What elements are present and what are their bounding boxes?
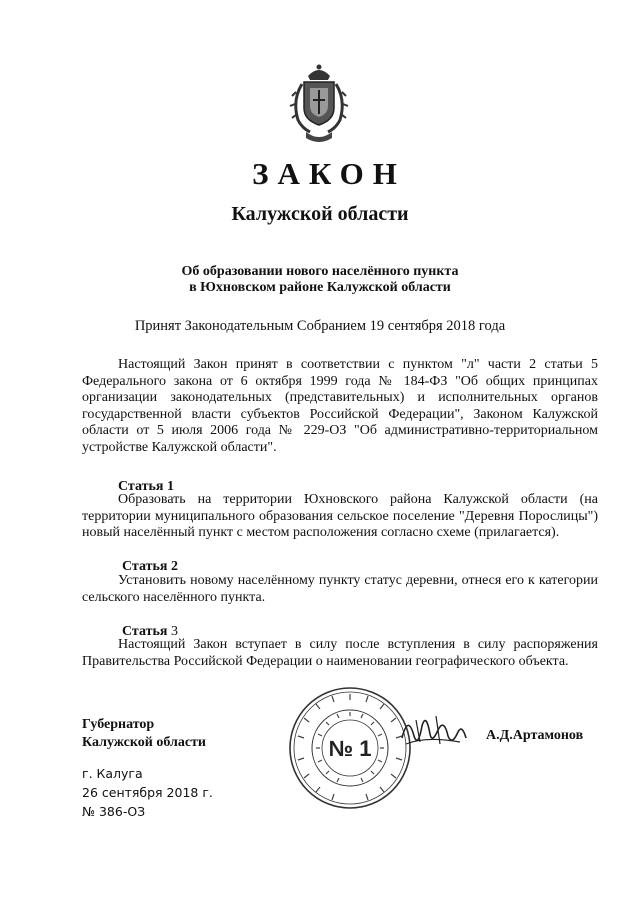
handwritten-signature bbox=[396, 708, 468, 754]
law-heading-line2: в Юхновском районе Калужской области bbox=[189, 280, 451, 295]
article-2-text: Установить новому населённому пункту статус деревни, отнеся его к категории сельского населённого пункта. bbox=[82, 573, 598, 605]
adoption-statement: Принят Законодательным Собранием 19 сентября 2018 года bbox=[134, 318, 506, 334]
article-2-title: Статья 2 bbox=[122, 559, 178, 574]
signing-city: г. Калуга bbox=[82, 766, 143, 781]
preamble-paragraph: Настоящий Закон принят в соответствии с пунктом "л" части 2 статьи 5 Федерального закона от 6 октября 1999 года № 184-ФЗ "Об общих принципах организации законодательных (представительных) и исполнительных органов государственной власти субъектов Российской Федерации", Законом Калужской области от 5 июля 2006 года № 229-ОЗ "Об административно-территориальном устройстве Калужской области". bbox=[82, 357, 598, 455]
governor-position-line2: Калужской области bbox=[82, 735, 206, 750]
article-1-text: Образовать на территории Юхновского района Калужской области (на территории муниципального образования сельское поселение "Деревня Порослицы") новый населённый пункт с местом расположения согласно схеме (прилагается). bbox=[82, 492, 598, 541]
signing-date: 26 сентября 2018 г. bbox=[82, 785, 213, 800]
article-3-text: Настоящий Закон вступает в силу после вступления в силу распоряжения Правительства Российской Федерации о наименовании географического объекта. bbox=[82, 637, 598, 669]
law-heading bbox=[0, 264, 640, 296]
law-number: № 386-ОЗ bbox=[82, 804, 146, 819]
governor-position-line1: Губернатор bbox=[82, 717, 155, 732]
region-subtitle: Калужской области bbox=[231, 203, 409, 225]
seal-number: № 1 bbox=[328, 736, 372, 761]
governor-name: А.Д.Артамонов bbox=[486, 728, 584, 743]
article-3-title-number: 3 bbox=[170, 624, 178, 639]
signing-details bbox=[82, 764, 213, 821]
governor-position bbox=[82, 716, 206, 752]
official-seal bbox=[288, 686, 412, 810]
article-1-title: Статья 1 bbox=[118, 479, 174, 494]
law-heading-line1: Об образовании нового населённого пункта bbox=[181, 264, 459, 279]
document-title: ЗАКОН bbox=[252, 156, 406, 191]
article-3-title-word: Статья bbox=[122, 624, 168, 639]
coat-of-arms-emblem bbox=[288, 62, 350, 146]
